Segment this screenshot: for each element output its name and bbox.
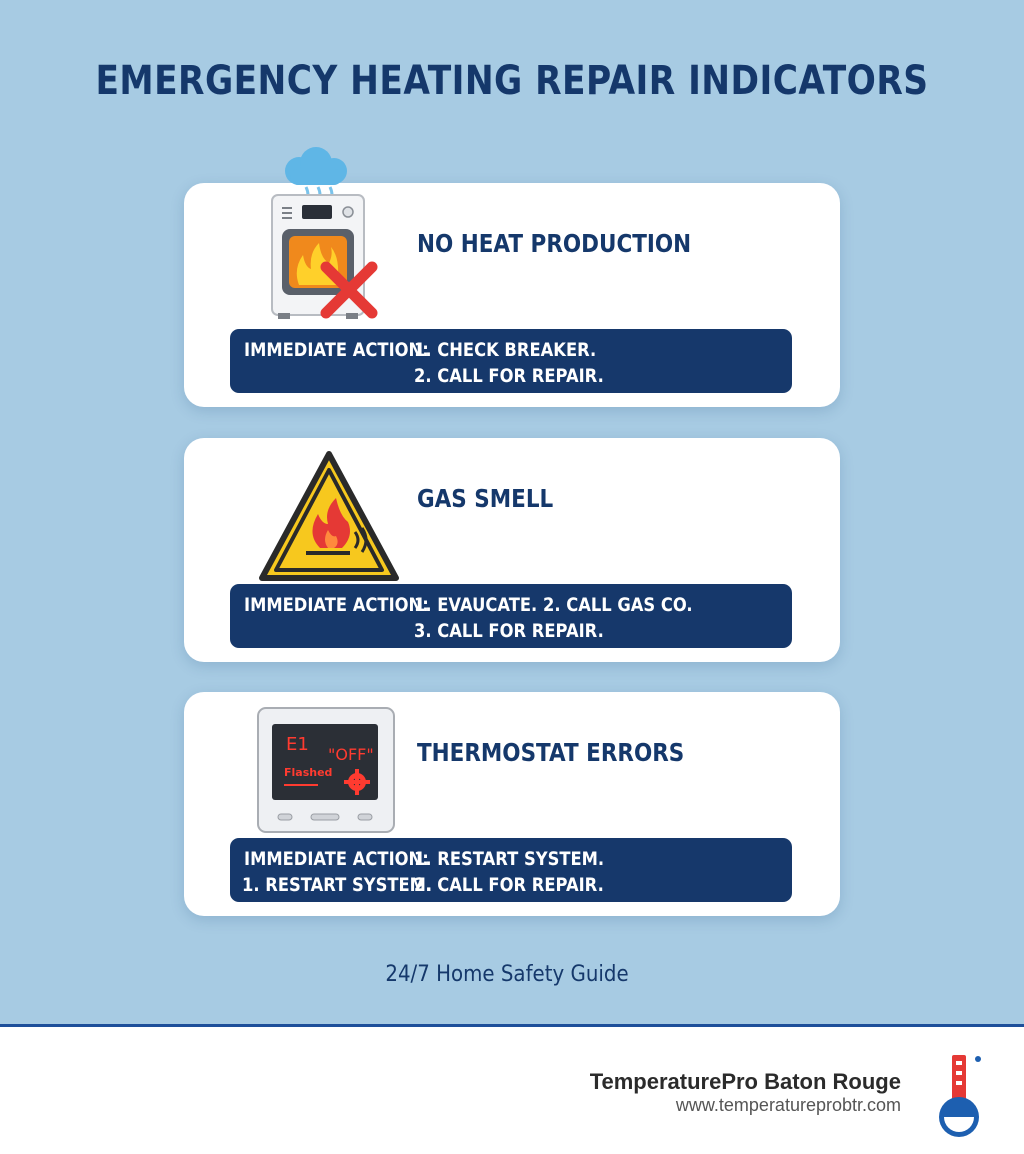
action-step-2: 3. CALL FOR REPAIR. <box>414 620 604 642</box>
indicator-card-no-heat <box>184 183 840 407</box>
action-step-2: 2. CALL FOR REPAIR. <box>414 365 604 387</box>
immediate-action-bar <box>230 584 792 648</box>
display-off: "OFF" <box>328 745 374 764</box>
brand-url[interactable]: www.temperatureprobtr.com <box>675 1095 901 1115</box>
footer <box>0 1024 1024 1154</box>
thermostat-error-icon <box>254 702 404 842</box>
indicator-card-gas-smell <box>184 438 840 662</box>
action-label: IMMEDIATE ACTION: <box>244 594 429 616</box>
display-flashed: Flashed <box>284 766 333 779</box>
action-label: IMMEDIATE ACTION: <box>244 339 429 361</box>
brand-name: TemperaturePro Baton Rouge <box>589 1069 901 1094</box>
indicator-card-thermostat <box>184 692 840 916</box>
card-heading: THERMOSTAT ERRORS <box>417 738 685 767</box>
page-title: EMERGENCY HEATING REPAIR INDICATORS <box>95 58 929 104</box>
action-step-1: 1. CHECK BREAKER. <box>414 339 597 361</box>
action-label: IMMEDIATE ACTION: <box>244 848 429 870</box>
gas-warning-icon <box>254 448 404 588</box>
thermometer-logo-icon <box>934 1051 990 1141</box>
tagline: 24/7 Home Safety Guide <box>385 962 629 987</box>
action-step-2: 2. CALL FOR REPAIR. <box>414 874 604 896</box>
furnace-x-icon <box>254 145 404 325</box>
card-heading: GAS SMELL <box>417 484 554 513</box>
card-heading: NO HEAT PRODUCTION <box>417 229 692 258</box>
action-step-1: 1. EVAUCATE. 2. CALL GAS CO. <box>414 594 693 616</box>
action-step-1: 1. RESTART SYSTEM. <box>414 848 605 870</box>
action-left-step: 1. RESTART SYSTEM. <box>242 874 433 896</box>
immediate-action-bar <box>230 838 792 902</box>
display-code: E1 <box>286 734 309 755</box>
immediate-action-bar <box>230 329 792 393</box>
